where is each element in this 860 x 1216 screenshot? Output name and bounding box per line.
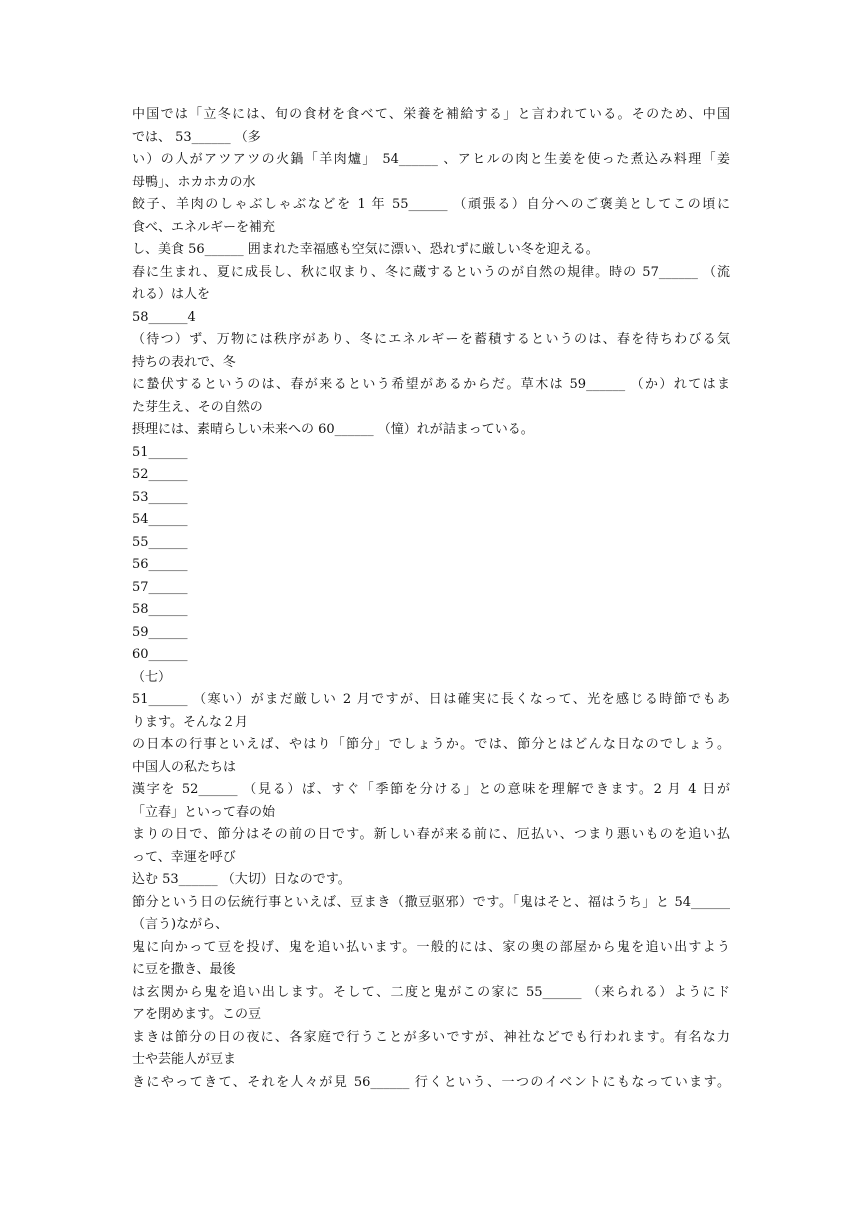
text-line: 士や芸能人が豆ま [132,1052,237,1067]
text-line: （言う)ながら、 [132,917,229,932]
text-line: 56______ [132,557,188,572]
text-line: し、美食 56______ 囲まれた幸福感も空気に漂い、恐れずに厳しい冬を迎える。 [132,242,599,257]
text-line: 漢字を 52______ （見る）ば、すぐ「季節を分ける」との意味を理解できます。2 月 4 日が [132,782,730,797]
text-line: 59______ [132,624,188,640]
text-line: 節分という日の伝統行事といえば、豆まき（撒豆驱邪）です。「鬼はそと、福はうち」と 54______ [132,894,730,910]
text-line: た芽生え、その自然の [132,399,263,415]
text-line: って、幸運を呼び [132,849,236,865]
text-line: 「立春」といって春の始 [132,804,276,820]
text-line: 55______ [132,534,188,550]
text-line: 51______ （寒い）がまだ厳しい 2 月ですが、日は確実に長くなって、光を感じる時節でもあ [132,692,730,707]
text-line: 中国では「立冬には、旬の食材を食べて、栄養を補給する」と言われている。そのため、中国 [132,107,730,122]
document-body [132,104,730,1094]
text-line: の日本の行事といえば、やはり「節分」でしょうか。では、節分とはどんな日なのでしょう。 [132,737,730,752]
text-line: きにやってきて、それを人々が見 56______ 行くという、一つのイベントにもなっています。 [132,1074,730,1090]
text-line: 餃子、羊肉のしゃぶしゃぶなどを 1 年 55______ （頑張る）自分へのご褒美としてこの頃に [132,197,730,212]
text-line: 春に生まれ、夏に成長し、秋に収まり、冬に蔵するというのが自然の規律。時の 57______ （流 [132,264,730,280]
text-line: 鬼に向かって豆を投げ、鬼を追い払います。一般的には、家の奥の部屋から鬼を追い出すよう [132,939,730,955]
text-line: 51______ [132,444,188,460]
text-line: に蟄伏するというのは、春が来るという希望があるからだ。草木は 59______ （か）れてはま [132,377,730,392]
text-line: 54______ [132,512,188,527]
text-line: 53______ [132,489,188,505]
text-line: では、 53______ （多 [132,129,261,145]
text-line: （待つ）ず、万物には秩序があり、冬にエネルギーを蓄積するというのは、春を待ちわびる気 [132,332,730,347]
text-line: アを閉めます。この豆 [132,1007,261,1022]
text-line: 食べ、エネルギーを補充 [132,219,276,235]
text-line: 込む 53______ （大切）日なのです。 [132,872,351,887]
text-line: 60______ [132,647,188,662]
text-line: まりの日で、節分はその前の日です。新しい春が来る前に、厄払い、つまり悪いものを追い払 [132,827,730,842]
text-line: は玄関から鬼を追い出します。そして、二度と鬼がこの家に 55______ （来られる）ようにド [132,984,730,1000]
text-line: 58______4 [132,309,196,325]
text-line: 母鴨」、ホカホカの水 [132,174,256,190]
text-line: （七） [132,669,172,685]
text-line: 52______ [132,467,188,482]
text-line: に豆を撒き、最後 [132,962,236,977]
text-line: 摂理には、素晴らしい未来への 60______ （憧）れが詰まっている。 [132,422,534,437]
text-line: まきは節分の日の夜に、各家庭で行うことが多いですが、神社などでも行われます。有名な力 [132,1029,730,1045]
text-line: 57______ [132,579,188,595]
text-line: 中国人の私たちは [132,759,237,775]
text-line: ります。そんな２月 [132,714,248,730]
text-line: 持ちの表れで、冬 [132,354,236,370]
text-line: い）の人がアツアツの火鍋「羊肉爐」 54______ 、アヒルの肉と生姜を使った煮込み料理「姜 [132,152,730,167]
text-line: 58______ [132,602,188,617]
text-line: れる）は人を [132,287,211,302]
